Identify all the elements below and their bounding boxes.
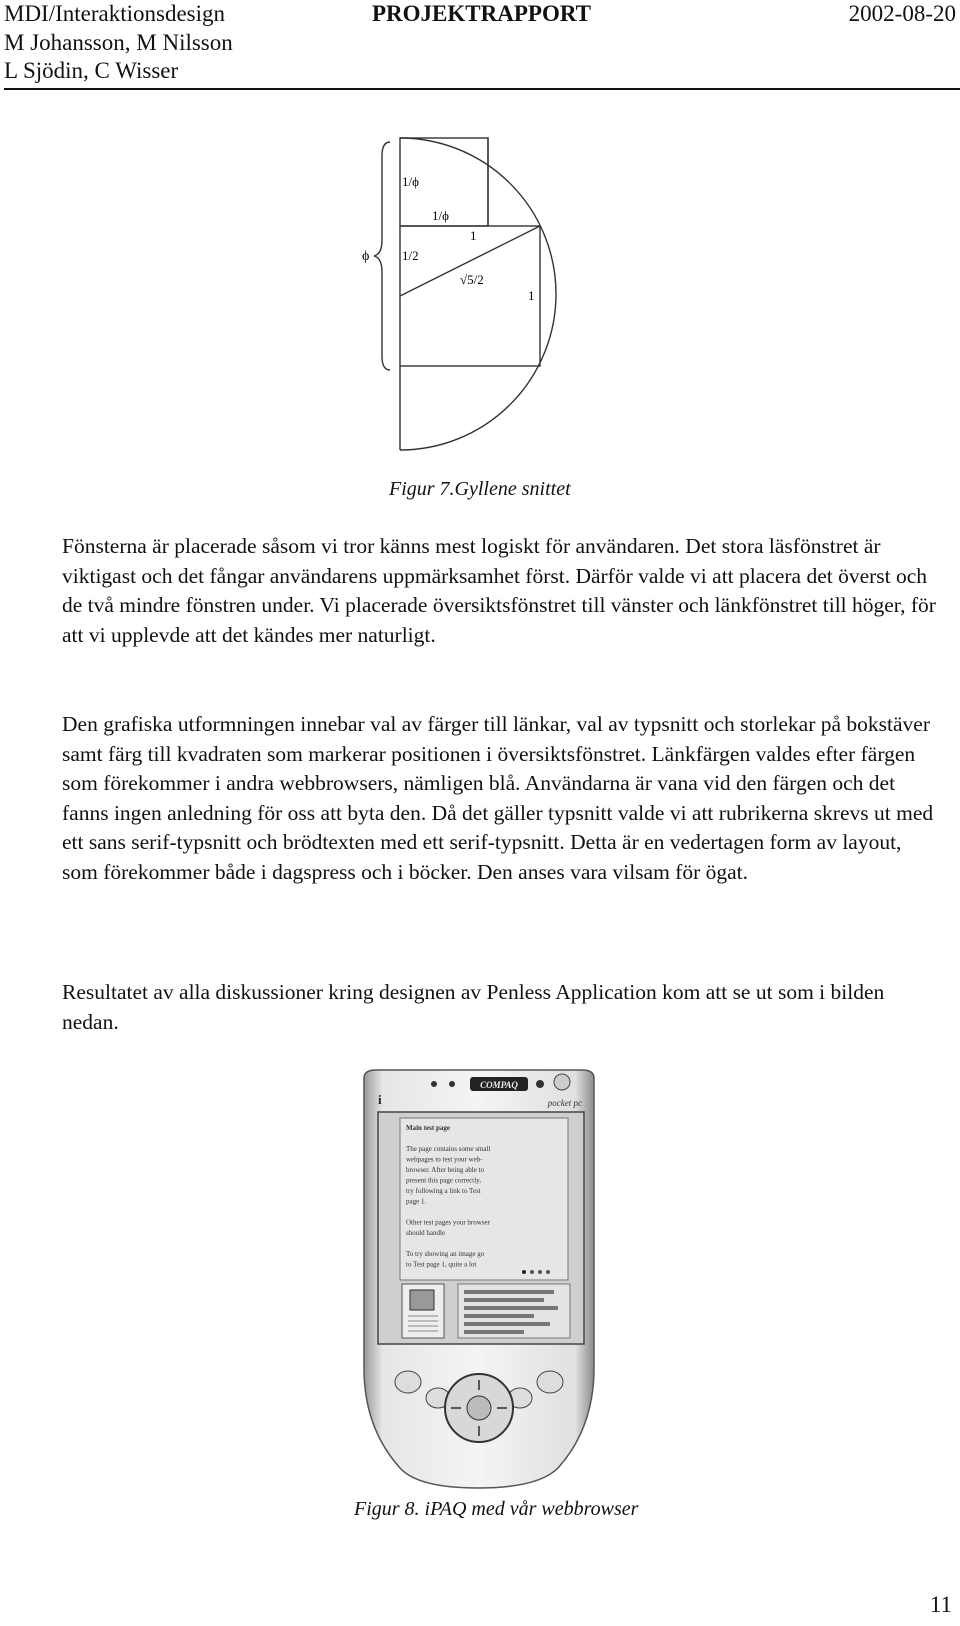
ipaq-device-image bbox=[358, 1068, 600, 1492]
screen-line: Main test page bbox=[406, 1124, 450, 1132]
label-inv-phi-mid: 1/ϕ bbox=[432, 208, 449, 223]
label-half: 1/2 bbox=[402, 248, 419, 263]
screen-line: try following a link to Test bbox=[406, 1187, 481, 1195]
screen-line: to Test page 1, quite a lot bbox=[406, 1260, 477, 1269]
header-rule bbox=[4, 88, 960, 90]
header-course: MDI/Interaktionsdesign bbox=[4, 1, 226, 26]
figure7-caption: Figur 7.Gyllene snittet bbox=[389, 478, 571, 500]
power-icon bbox=[536, 1080, 544, 1088]
figure8-caption: Figur 8. iPAQ med vår webbrowser bbox=[354, 1498, 639, 1520]
label-one-side: 1 bbox=[528, 288, 535, 303]
page-number: 11 bbox=[929, 1592, 952, 1617]
screen-line: page 1. bbox=[406, 1197, 427, 1206]
label-sqrt5: √5/2 bbox=[460, 272, 484, 287]
screen-line: To try showing an image go bbox=[406, 1250, 485, 1258]
screen-line: present this page correctly, bbox=[406, 1176, 481, 1185]
led-icon bbox=[431, 1081, 437, 1087]
speaker-icon bbox=[554, 1074, 570, 1090]
screen-line: The page contains some small bbox=[406, 1145, 491, 1153]
golden-ratio-diagram bbox=[360, 136, 600, 452]
overview-marker bbox=[410, 1290, 434, 1310]
nav-dot bbox=[546, 1270, 550, 1274]
nav-dot bbox=[522, 1270, 526, 1274]
page-header bbox=[4, 0, 956, 92]
paragraph-1: Fönsterna är placerade såsom vi tror känns mest logiskt för användaren. Det stora läsfönstret är viktigast och det fångar användarens uppmärksamhet först. Därför valde vi att placera det överst och de två mindre fönstren under. Vi placerade översiktsfönstret till vänster och länkfönstret till höger, för att vi upplevde att det kändes mer naturligt. bbox=[62, 534, 936, 647]
screen-line: Other test pages your browser bbox=[406, 1218, 490, 1227]
header-authors-1: M Johansson, M Nilsson bbox=[4, 30, 233, 55]
header-title: PROJEKTRAPPORT bbox=[372, 1, 591, 26]
label-one-diag: 1 bbox=[470, 228, 477, 243]
led-icon-2 bbox=[449, 1081, 455, 1087]
label-phi: ϕ bbox=[362, 249, 370, 264]
calendar-button-icon bbox=[395, 1371, 421, 1393]
screen-line: webpages to test your web- bbox=[406, 1155, 483, 1164]
header-authors-2: L Sjödin, C Wisser bbox=[4, 58, 179, 83]
screen-line: browser. After being able to bbox=[406, 1166, 484, 1174]
screen-line: should handle bbox=[406, 1229, 446, 1237]
task-button-icon bbox=[537, 1371, 563, 1393]
model-text: pocket pc bbox=[547, 1098, 582, 1108]
ipaq-logo-icon: i bbox=[378, 1092, 382, 1107]
page-number-wrap bbox=[0, 1592, 960, 1618]
paragraph-2: Den grafiska utformningen innebar val av färger till länkar, val av typsnitt och storlekar på bokstäver samt färg till kvadraten som markerar positionen i översiktsfönstret. Länkfärgen valdes efter färgen som förekommer i andra webbrowsers, nämligen blå. Användarna är vana vid den färgen och det fanns ingen anledning för oss att byta den. Då det gäller typsnitt valde vi att rubrikerna skrevs ut med ett sans serif-typsnitt och brödtexten med ett serif-typsnitt. Detta är en vedertagen form av layout, som förekommer både i dagspress och i böcker. Den anses vara vilsam för ögat. bbox=[62, 712, 934, 884]
label-inv-phi-top: 1/ϕ bbox=[402, 174, 419, 189]
nav-dot bbox=[530, 1270, 534, 1274]
navigation-center bbox=[467, 1396, 491, 1420]
nav-dot bbox=[538, 1270, 542, 1274]
header-date: 2002-08-20 bbox=[848, 1, 956, 26]
brand-text: COMPAQ bbox=[480, 1080, 518, 1090]
paragraph-3: Resultatet av alla diskussioner kring designen av Penless Application kom att se ut som i bilden nedan. bbox=[62, 980, 885, 1034]
